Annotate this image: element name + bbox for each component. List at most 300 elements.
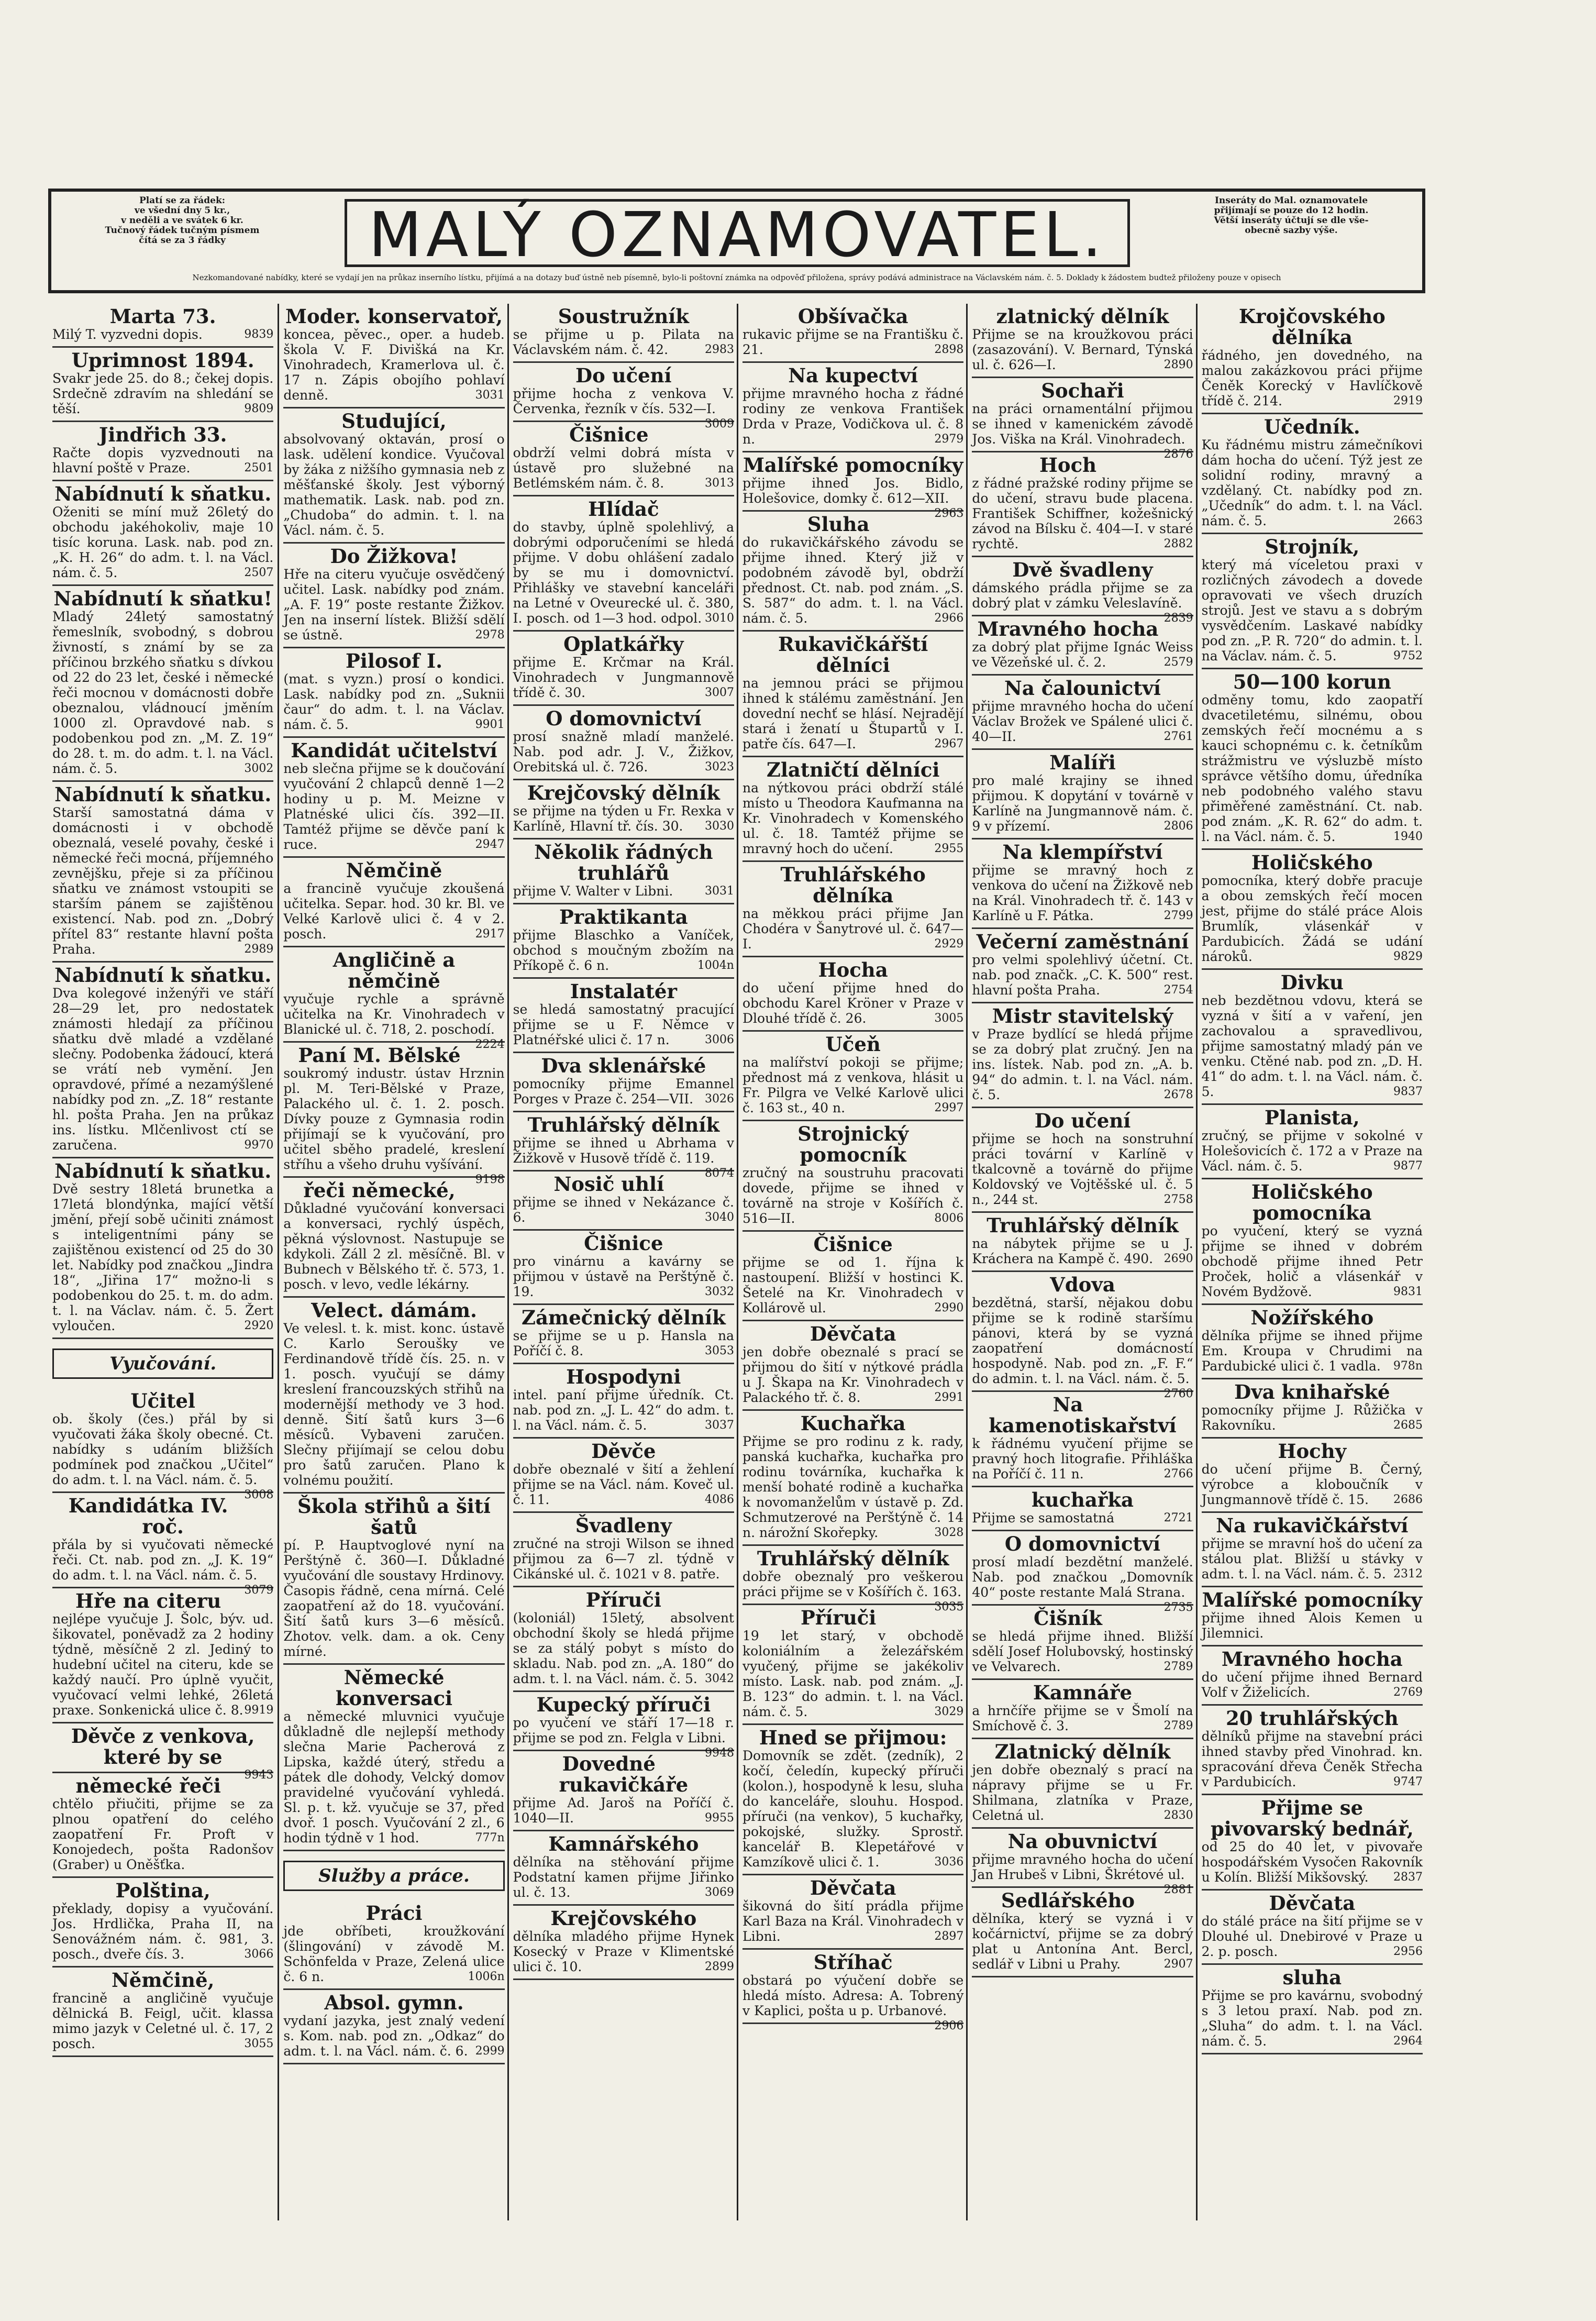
classified-ad	[972, 929, 1193, 1003]
ad-title: Kupecký příruči	[536, 1693, 711, 1716]
ad-text: přijme se od 1. října k nastoupení. Bližší v hostinci K. Šetelé na Kr. Vinohradech v Kollárově ul. 2990	[742, 1255, 964, 1316]
ad-text: do stavby, úplně spolehlivý, a dobrými odporučeními se hledá přijme. V dobu ohlášení zadalo by se mu i domovnictví. Přihlášky ve stavební kanceláři na Letné v Oveurecké ul. č. 380, I. posch. od 1—3 hod. odpol. 3010	[513, 520, 734, 626]
ad-text: se přijme u p. Pilata na Václavském nám. č. 42. 2983	[513, 327, 734, 357]
classified-ad	[513, 1231, 734, 1305]
classified-ad	[52, 1493, 274, 1597]
classified-ad	[742, 1950, 964, 2032]
ad-text: překlady, dopisy a vyučování. Jos. Hrdlička, Praha II, na Senovážném nám. č. 981, 3. posch., dveře čís. 3. 3066	[52, 1901, 274, 1962]
classified-ad	[972, 378, 1193, 461]
classified-ad	[742, 363, 963, 452]
ad-number: 2991	[934, 1391, 964, 1404]
ad-title: Truhlářský dělník	[527, 1113, 720, 1136]
ad-text: po vyučení, který se vyzná přijme se ihned v dobrém obchodě přijme ihned Petr Proček, holič a vlásenkář v Novém Bydžově. 9831	[1201, 1223, 1423, 1299]
ad-title: Jindřich 33.	[98, 423, 227, 446]
classified-ad	[513, 1305, 734, 1364]
ad-number: 9747	[1393, 1775, 1423, 1788]
ad-number: 9809	[244, 402, 274, 415]
ad-number: 2686	[1393, 1493, 1423, 1506]
classified-ad	[972, 676, 1193, 750]
classified-ad	[283, 1298, 504, 1494]
ad-text: Milý T. vyzvedni dopis. 9839	[52, 327, 274, 342]
classified-ad	[1202, 669, 1423, 850]
ad-number: 3026	[704, 1092, 734, 1106]
ad-title: Dovedné rukavičkáře	[559, 1752, 689, 1796]
ad-number: 9948	[704, 1747, 734, 1760]
ad-number: 2876	[1163, 448, 1193, 461]
classified-ad	[513, 1906, 734, 1980]
classified-ad	[972, 1392, 1193, 1487]
ad-column	[48, 304, 278, 2220]
classified-ad	[283, 648, 504, 738]
classified-ad	[283, 304, 504, 408]
classified-ad	[52, 1773, 273, 1878]
ad-text: se přijme na týden u Fr. Rexka v Karlíně, Hlavní tř. čís. 30. 3030	[513, 803, 734, 834]
classified-ad	[283, 947, 505, 1051]
classified-ad	[1202, 414, 1423, 534]
ad-title: Nabídnutí k sňatku.	[54, 964, 272, 987]
ad-number: 2685	[1393, 1419, 1423, 1432]
ad-title: Kamnáře	[1033, 1681, 1133, 1704]
classified-ad	[972, 1003, 1193, 1108]
ad-number: 2224	[475, 1038, 505, 1051]
classified-ad	[972, 616, 1193, 676]
ad-number: 2507	[244, 566, 274, 579]
price-line: v neděli a ve svátek 6 kr.	[121, 215, 243, 226]
ad-text: obstará po výučení dobře se hledá místo. Adresa: A. Tobrený v Kaplici, pošta u p. Urbanové. 2906	[742, 1973, 964, 2032]
ad-column	[278, 304, 508, 2220]
ad-title: Kandidátka IV. roč.	[68, 1494, 228, 1538]
ad-title: Nabídnutí k sňatku.	[54, 783, 272, 806]
ad-number: 2758	[1163, 1193, 1193, 1206]
classified-ad	[972, 1272, 1193, 1400]
ad-text: dělníků přijme na stavební práci ihned stavby před Vinohrad. kn. spracování dřeva Čeněk Střecha v Pardubicích. 9747	[1201, 1729, 1423, 1789]
classified-ad	[283, 1178, 504, 1298]
ad-title: Studující,	[341, 410, 447, 433]
ad-title: Malířské pomocníky	[1202, 1588, 1423, 1611]
ad-number: 2789	[1163, 1660, 1193, 1673]
ad-text: přijme Blaschko a Vaníček, obchod s moučným zbožím na Příkopě č. 6 n. 1004n	[513, 927, 734, 973]
classified-ad	[972, 452, 1193, 557]
deadline-notice	[1166, 196, 1417, 236]
ad-text: Svakr jede 25. do 8.; čekej dopis. Srdečně zdravím na shledání se těší. 9809	[52, 371, 274, 416]
ad-number: 2967	[934, 737, 964, 750]
ad-title: Učeň	[825, 1033, 881, 1056]
ad-text: intel. paní přijme úředník. Ct. nab. pod zn. „J. L. 42“ do adm. t. l. na Václ. nám. č. 5. 3037	[513, 1387, 734, 1433]
ad-title: Soustružník	[558, 305, 689, 328]
ad-number: 9831	[1393, 1285, 1423, 1298]
ad-text: přijme ihned Alois Kemen u Jilemnici.	[1201, 1610, 1423, 1641]
classified-ad	[513, 1364, 734, 1439]
ad-number: 2312	[1393, 1567, 1423, 1581]
ad-number: 978n	[1393, 1360, 1423, 1373]
classified-ad	[742, 757, 963, 862]
ad-title: Polština,	[115, 1879, 210, 1902]
ad-title: Německé konversaci	[335, 1666, 453, 1710]
ad-column	[966, 304, 1197, 2220]
classified-ad	[742, 452, 964, 520]
ad-text: (koloniál) 15letý, absolvent obchodní školy se hledá přijme se za stálý pobyt s místo do skladu. Nab. pod zn. „A. 180“ do adm. t. l. na Václ. nám. č. 5. 3042	[513, 1610, 734, 1686]
ad-text: z řádné pražské rodiny přijme se do učení, stravu bude placena. František Schiffner, kožešnický závod na Bílsku č. 404—I. v staré rychtě. 2882	[972, 476, 1193, 551]
classified-ad	[52, 1723, 274, 1782]
classified-ad	[1202, 850, 1423, 970]
ad-title: Na rukavičkářství	[1216, 1514, 1409, 1537]
ad-number: 3002	[244, 762, 274, 775]
ad-text: se přijme se u p. Hansla na Poříčí č. 8. 3053	[513, 1328, 734, 1358]
ad-text: šikovná do šití prádla přijme Karl Baza na Král. Vinohradech v Libni. 2897	[742, 1898, 964, 1944]
classified-ad	[742, 1411, 963, 1546]
ad-title: kuchařka	[1031, 1488, 1134, 1511]
section-heading: Služby a práce.	[283, 1861, 504, 1891]
ad-text: Mladý 24letý samostatný řemeslník, svobodný, s dobrou živností, s známí by se za příčinou brzkého sňatku s dívkou od 22 do 23 let, české i německé řeči mocnou v domácnosti dobře obeznalou, vládnoucí jměním 1000 zl. Opravdové nab. s podobenkou pod zn. „M. Z. 19“ do 28. t. m. do adm. t. l. na Václ. nám. č. 5. 3002	[52, 609, 274, 776]
ad-text: do učení přijme hned do obchodu Karel Kröner v Praze v Dlouhé třídě č. 26. 3005	[742, 980, 964, 1026]
ad-title: Učitel	[130, 1389, 195, 1412]
ad-title: Instalatér	[570, 980, 677, 1003]
ad-text: francině a angličině vyučuje dělnická B. Feigl, učit. klassa mimo jazyk v Celetné ul. č. 17, 2 posch. 3055	[52, 1991, 274, 2051]
header-box	[48, 189, 1425, 293]
ad-title: Holičského	[1251, 851, 1373, 874]
deadline-line: obecně sazby výše.	[1245, 225, 1338, 236]
ad-title: Nabídnutí k sňatku.	[54, 482, 272, 505]
ad-text: dělníka mladého přijme Hynek Kosecký v Praze v Klimentské ulici č. 10. 2899	[513, 1929, 734, 1974]
classified-ad	[972, 1888, 1193, 1977]
ad-number: 2766	[1163, 1467, 1193, 1480]
ad-title: Děvčata	[810, 1322, 896, 1345]
ad-text: dobře obeznalý pro veškerou práci přijme se v Košířích č. 163. 3035	[742, 1569, 964, 1613]
ad-title: Paní M. Bělské	[298, 1044, 461, 1067]
ad-title: Malířské pomocníky	[742, 454, 963, 477]
classified-ad	[283, 544, 504, 648]
ad-text: Dvě sestry 18letá brunetka a 17letá blondýnka, mající větší jmění, přejí sobě učiniti známost s inteligentními pány se zajištěnou existencí od 25 do 30 let. Nabídky pod značkou „Jindra 18“, „Jiřina 17“ možno-li s podobenkou do 25. t. m. do adm. t. l. na Václav. nám. č. 5. Žert vyloučen. 2920	[52, 1181, 274, 1333]
ad-title: Zlatničtí dělníci	[766, 758, 940, 781]
ad-title: Pilosof I.	[345, 649, 443, 672]
ad-text: do učení přijme ihned Bernard Volf v Žiželicích. 2769	[1201, 1670, 1423, 1700]
classified-ad	[52, 1968, 273, 2057]
ad-number: 9198	[475, 1173, 505, 1186]
ad-number: 2906	[934, 2019, 964, 2032]
ad-text: Přijme se samostatná 2721	[972, 1510, 1193, 1526]
classified-ad	[513, 780, 734, 839]
ad-text: přijme mravného hocha do učení Václav Brožek ve Spálené ulici č. 40—II. 2761	[972, 699, 1193, 744]
classified-ad	[52, 304, 273, 348]
ad-title: Sedlářského	[1001, 1889, 1135, 1912]
classified-ad	[742, 862, 963, 957]
ad-title: Do učení	[575, 364, 672, 387]
ad-text: (mat. s vyzn.) prosí o kondici. Lask. nabídky pod zn. „Suknii čaur“ do adm. t. l. na Václav. nám. č. 5. 9901	[283, 671, 505, 732]
classified-ad	[513, 1692, 734, 1760]
ad-title: Hlídač	[588, 498, 659, 521]
ad-text: Přijme se pro rodinu z k. rady, panská kuchařka, kuchařka pro rodinu továrníka, kuchařka k menší bohaté rodině a kuchařka k novomanželům v ústavě p. Zd. Schmutzerové na Perštýně č. 14 n. nárožní Skořepky. 3028	[742, 1434, 964, 1540]
classified-ad	[742, 1232, 963, 1321]
ad-number: 8074	[704, 1167, 734, 1180]
masthead-title: MALÝ OZNAMOVATEL.	[345, 199, 1130, 267]
ad-title: Na obuvnictví	[1007, 1830, 1158, 1853]
ad-text: chtělo přiučiti, přijme se za plnou opatření do celého zaopatření Fr. Proft v Konojedech, pošta Radonšov (Graber) u Oněšťka.	[52, 1796, 274, 1872]
ad-number: 2897	[934, 1930, 964, 1943]
ad-text: dělníka přijme se ihned přijme Em. Kroupa v Chrudimi na Pardubické ulici č. 1 vadla. 978n	[1201, 1328, 1423, 1374]
ad-text: přijme se mravný hoch z venkova do učení na Žižkově neb na Král. Vinohradech tř. č. 143 v Karlíně u F. Pátka. 2799	[972, 863, 1193, 923]
classified-ad	[972, 1487, 1193, 1531]
ad-title: Děvče z venkova, které by se	[71, 1725, 255, 1769]
ad-title: Nabídnutí k sňatku!	[53, 587, 272, 610]
classified-ad	[513, 1587, 734, 1692]
ad-number: 2830	[1163, 1809, 1193, 1822]
ad-title: Absol. gymn.	[324, 1991, 464, 2014]
ad-title: Praktikanta	[559, 905, 688, 929]
ad-text: pomocníky přijme J. Růžička v Rakovníku. 2685	[1201, 1402, 1423, 1433]
ad-number: 9901	[475, 718, 505, 731]
ad-title: Děvčata	[810, 1876, 896, 1899]
ad-number: 2760	[1163, 1387, 1193, 1400]
ad-number: 3040	[704, 1211, 734, 1224]
ad-title: Do Žižkova!	[330, 545, 458, 568]
ad-text: zručný na soustruhu pracovati dovede, přijme se ihned v továrně na stroje v Košířích č. 516—II. 8006	[742, 1165, 964, 1226]
ad-title: Dva knihařské	[1234, 1380, 1390, 1403]
ad-title: Velect. dámám.	[311, 1299, 477, 1322]
ad-text: v Praze bydlící se hledá přijme se za dobrý plat zručný. Jen na ins. lístek. Nab. pod zn. „A. b. 94“ do admin. t. l. na Václ. nám. č. 5. 2678	[972, 1026, 1193, 1102]
classified-ad	[1202, 1706, 1423, 1795]
ad-title: Stříhač	[813, 1951, 893, 1974]
classified-ad	[1202, 1305, 1423, 1379]
ad-number: 3036	[934, 1855, 964, 1869]
ad-number: 2999	[475, 2044, 505, 2058]
ad-number: 777n	[475, 1831, 505, 1844]
ad-number: 3008	[244, 1488, 274, 1501]
classified-ad	[283, 1043, 505, 1186]
ad-number: 3013	[704, 477, 734, 490]
classified-ad	[972, 839, 1193, 929]
classified-ad	[972, 750, 1193, 839]
ad-text: Ku řádnému mistru zámečníkovi dám hocha do učení. Týž jest ze solidní rodiny, mravný a vzdělaný. Ct. nabídky pod zn. „Učedník“ do adm. t. l. na Václ. nám. č. 5. 2663	[1201, 437, 1423, 528]
price-line: Platí se za řádek:	[139, 195, 226, 206]
ad-title: Hochy	[1278, 1440, 1347, 1463]
classified-ad	[742, 1546, 964, 1613]
ad-number: 3010	[704, 612, 734, 625]
ad-number: 2898	[934, 343, 964, 356]
ad-text: přijme E. Krčmar na Král. Vinohradech v Jungmannově třídě č. 30. 3007	[513, 655, 734, 700]
ad-text: Račte dopis vyzvednouti na hlavní poště v Praze. 2501	[52, 445, 274, 476]
ad-number: 9839	[244, 328, 274, 341]
ad-number: 3023	[704, 760, 734, 773]
ad-text: řádného, jen dovedného, na malou zakázkovou práci přijme Čeněk Korecký v Havlíčkově třídě č. 214. 2919	[1201, 348, 1423, 408]
classified-ad	[52, 1158, 273, 1339]
ad-title: Děvčata	[1269, 1892, 1356, 1915]
price-notice	[57, 196, 308, 246]
ad-title: Nosič uhlí	[553, 1173, 664, 1196]
ad-text: dělníka, který se vyzná i v kočárnictví, přijme se za dobrý plat u Antonína Ant. Bercl, sedlář v Libni u Prahy. 2907	[972, 1911, 1193, 1972]
classified-ad	[742, 1605, 963, 1725]
ad-text: na malířství pokoji se přijme; přednost má z venkova, hlásit u Fr. Pilgra ve Velké Karlově ulici č. 163 st., 40 n. 2997	[742, 1055, 964, 1115]
ad-number: 9829	[1393, 950, 1423, 963]
classified-ad	[513, 1439, 734, 1513]
ad-number: 2882	[1163, 537, 1193, 550]
classified-ad	[513, 1513, 734, 1587]
ad-title: O domovnictví	[546, 707, 702, 730]
classified-ad	[513, 1112, 734, 1180]
ad-number: 2966	[934, 612, 964, 625]
ad-number: 3009	[704, 417, 734, 430]
ad-text: za dobrý plat přijme Ignác Weiss ve Vězeňské ul. č. 2. 2579	[972, 639, 1193, 670]
ad-title: Oplatkářky	[563, 633, 684, 656]
ad-title: O domovnictví	[1004, 1532, 1161, 1555]
ad-text: přijme ihned Jos. Bidlo, Holešovice, domky č. 612—XII. 2963	[742, 476, 964, 520]
classified-ad	[513, 422, 734, 496]
ad-number: 1004n	[697, 959, 734, 972]
classified-ad	[283, 1900, 504, 1990]
ad-title: Dvě švadleny	[1012, 558, 1153, 581]
ad-number: 3032	[704, 1285, 734, 1298]
ad-title: Angličině a němčině	[332, 948, 456, 992]
ad-text: jen dobře obeznalý s prací na nápravy přijme se u Fr. Shilmana, zlatníka v Praze, Celetná ul. 2830	[972, 1762, 1193, 1823]
ad-title: Vdova	[1050, 1273, 1115, 1296]
ad-text: Starší samostatná dáma v domácnosti i v obchodě obeznalá, veselé povahy, české i německé řeči mocná, příjemného zevnějšku, přeje si za příčinou sňatku ve známost vstoupiti se starším pánem se zajištěnou existencí. Nab. pod zn. „Dobrý přítel 83“ restante hlavní pošta Praha. 2989	[52, 805, 274, 957]
ad-number: 2890	[1163, 358, 1193, 371]
ad-text: vyučuje rychle a správně učitelka na Kr. Vinohradech v Blanické ul. č. 718, 2. poschodí. 2224	[283, 991, 505, 1051]
ad-number: 3035	[934, 1600, 964, 1613]
ad-number: 2956	[1393, 1945, 1423, 1958]
ad-title: Nožířského	[1250, 1306, 1374, 1329]
ad-title: Několik řádných truhlářů	[534, 841, 713, 885]
classified-ad	[742, 1032, 963, 1121]
classified-ad	[742, 1121, 963, 1232]
ad-number: 2754	[1163, 983, 1193, 997]
ad-title: Sluha	[807, 513, 870, 536]
ads-columns	[48, 304, 1425, 2220]
ad-text: a německé mluvnici vyučuje důkladně dle nejlepší methody slečna Marie Pacherová z Lipska, každé úterý, středu a pátek dle dohody, Velcký domov pravidelné vyučování vyhledá. Sl. p. t. kž. vyučuje se 37, před dvoř. 1 posch. Vyučování 2 zl., 6 hodin týdně v 1 hod. 777n	[283, 1709, 505, 1845]
ad-title: 50—100 korun	[1233, 670, 1391, 693]
ad-title: Přijme se pivovarský bednář,	[1210, 1796, 1414, 1840]
deadline-line: přijímají se pouze do 12 hodin.	[1214, 205, 1369, 216]
ad-title: Sochaři	[1041, 379, 1124, 402]
deadline-line: Inseráty do Mal. oznamovatele	[1214, 195, 1368, 206]
ad-title: Práci	[365, 1902, 423, 1925]
ad-number: 2979	[934, 433, 964, 446]
classified-ad	[972, 1531, 1193, 1614]
ad-number: 2929	[934, 937, 964, 950]
ad-title: Švadleny	[575, 1514, 672, 1537]
ad-column	[1196, 304, 1427, 2220]
ad-title: Rukavičkářští dělníci	[778, 633, 928, 677]
ad-title: Truhlářský dělník	[757, 1547, 949, 1570]
ad-number: 1006n	[468, 1970, 505, 1983]
ad-title: Němčině,	[111, 1969, 215, 1992]
ad-title: Němčině	[346, 859, 442, 882]
ad-title: Mravného hocha	[977, 617, 1159, 640]
ad-title: Hře na citeru	[75, 1589, 221, 1612]
ad-text: přijme se ihned v Nekázance č. 6. 3040	[513, 1195, 734, 1225]
ad-number: 2955	[934, 842, 964, 855]
ad-title: Truhlářského dělníka	[780, 863, 926, 907]
classified-ad	[52, 422, 273, 481]
classified-ad	[283, 738, 504, 858]
ad-text: neb slečna přijme se k doučování vyučování 2 chlapců denně 1—2 hodiny u p. M. Meizne v Platnéské ulici čís. 392—II. Tamtéž přijme se děvče paní k ruce. 2947	[283, 761, 505, 852]
ad-text: ob. školy (čes.) přál by si vyučovati žáka školy obecné. Ct. nabídky s udáním bližších podmínek pod značkou „Učitel“ do adm. t. l. na Václ. nám. č. 5. 3008	[52, 1411, 274, 1501]
ad-text: absolvovaný oktaván, prosí o lask. udělení kondice. Vyučoval by žáka z nižšího gymnasia neb z měšťanské školy. Jest výborný mathematik. Lask. nab. pod zn. „Chudoba“ do admin. t. l. na Václ. nám. č. 5.	[283, 432, 505, 538]
ad-number: 2978	[475, 628, 505, 642]
ad-number: 2799	[1163, 909, 1193, 922]
ad-number: 2983	[704, 343, 734, 356]
ad-text: od 25 do 40 let, v pivovaře hospodářském Vysočen Rakovník u Kolín. Bližší Mikšovský. 2837	[1201, 1839, 1423, 1885]
ad-title: Příruči	[585, 1588, 661, 1611]
ad-title: Na čalounictví	[1004, 677, 1161, 700]
ad-title: Na klempířství	[1002, 841, 1163, 864]
classified-ad	[972, 304, 1193, 378]
classified-ad	[513, 706, 734, 780]
ad-text: přijme V. Walter v Libni. 3031	[513, 883, 734, 899]
ad-number: 2947	[475, 838, 505, 851]
ad-text: a francině vyučuje zkoušená učitelka. Separ. hod. 30 kr. Bl. ve Velké Karlově ulici č. 4 v 2. posch. 2917	[283, 881, 505, 942]
classified-ad	[972, 1606, 1193, 1680]
ad-text: do učení přijme B. Černý, výrobce a kloboučník v Jungmannově třídě č. 15. 2686	[1201, 1462, 1423, 1507]
classified-ad	[52, 963, 273, 1158]
ad-text: Hře na citeru vyučuje osvědčený učitel. Lask. nabídky pod znám. „A. F. 19“ poste restante Žižkov. Jen na inserní lístek. Bližší sdělí se ústně. 2978	[283, 567, 505, 643]
classified-ad	[513, 496, 734, 632]
ad-text: nejlépe vyučuje J. Šolc, býv. ud. šikovatel, poněvadž za 2 hodiny týdně, měsíčně 2 zl. Jediný to hudební učitel na citeru, kde se každý naučí. Pro úplně vyučit, vyučovací velmi lehké, 26letá praxe. Sonkenická ulice č. 8. 9919	[52, 1611, 274, 1718]
classified-ad	[513, 839, 734, 904]
ad-text: prosí snažně mladí manželé. Nab. pod adr. J. V., Žižkov, Orebitská ul. č. 726. 3023	[513, 729, 734, 775]
ad-title: Do učení	[1034, 1109, 1131, 1132]
ad-title: Krojčovského dělníka	[1238, 305, 1386, 349]
ad-title: řeči německé,	[303, 1179, 456, 1202]
classified-ad	[52, 586, 273, 782]
price-line: ve všední dny 5 kr.,	[134, 205, 230, 216]
classified-ad	[283, 1990, 504, 2064]
ad-text: se hledá samostatný pracující přijme se u F. Němce v Platnéřské ulici č. 17 n. 3006	[513, 1002, 734, 1047]
ad-text: k řádnému vyučení přijme se pravný hoch litografie. Přihláška na Poříčí č. 11 n. 2766	[972, 1436, 1193, 1482]
ad-text: na práci ornamentální přijmou se ihned v kamenickém závodě Jos. Viška na Král. Vinohradech. 2876	[972, 401, 1193, 461]
ad-number: 3031	[704, 885, 734, 898]
ad-number: 3055	[244, 2037, 274, 2050]
ad-title: Nabídnutí k sňatku.	[54, 1159, 272, 1182]
ad-title: Učedník.	[1264, 415, 1360, 438]
classified-ad	[742, 1321, 963, 1411]
classified-ad	[972, 1739, 1193, 1829]
ad-number: 2806	[1163, 820, 1193, 833]
ad-title: německé řeči	[75, 1774, 221, 1797]
classified-ad	[972, 1829, 1193, 1896]
ad-title: Malíři	[1049, 751, 1116, 774]
classified-ad	[513, 363, 734, 430]
ad-number: 3028	[934, 1526, 964, 1539]
ad-number: 2761	[1163, 730, 1193, 743]
classified-ad	[1202, 534, 1423, 669]
ad-number: 9877	[1393, 1159, 1423, 1173]
ad-text: Oženiti se míní muž 26letý do obchodu jakéhokoliv, maje 10 tisíc koruna. Lask. nab. pod zn. „K. H. 26“ do adm. t. l. na Václ. nám. č. 5. 2507	[52, 504, 274, 580]
classified-ad	[742, 304, 963, 363]
price-line: Tučnový řádek tučným písmem	[105, 225, 260, 236]
classified-ad	[52, 348, 273, 422]
ad-number: 3066	[244, 1948, 274, 1961]
classified-ad	[1202, 1965, 1423, 2054]
classified-ad	[972, 557, 1193, 625]
administration-notice: Nezkomandované nabídky, které se vydají jen na průkaz inserního lístku, přijímá a na dotazy buď ústně neb písemně, bylo-li poštovní známka na odpověď přiložena, správy podává administrace na Václavském nám. č. 5. Doklady k žádostem budtež přiloženy pouze v opisech	[192, 273, 1281, 282]
ad-text: zručný, se přijme v sokolné v Holešovicích č. 172 a v Praze na Václ. nám. č. 5. 9877	[1201, 1128, 1423, 1174]
ad-title: 20 truhlářských	[1225, 1707, 1399, 1730]
ad-number: 2917	[475, 927, 505, 941]
ad-text: přijme Ad. Jaroš na Poříčí č. 1040—II. 9955	[513, 1795, 734, 1826]
ad-number: 2881	[1163, 1883, 1193, 1896]
ad-title: Škola střihů a šití šatů	[297, 1495, 491, 1539]
ad-number: 2963	[934, 507, 964, 520]
ad-number: 3079	[244, 1584, 274, 1597]
classified-ad	[52, 1588, 273, 1723]
classified-ad	[1202, 970, 1423, 1105]
classified-ad	[742, 1725, 963, 1875]
ad-number: 2907	[1163, 1958, 1193, 1971]
classified-ad	[742, 632, 963, 757]
ad-title: Čišnice	[569, 423, 649, 446]
ad-number: 3029	[934, 1705, 964, 1718]
classified-ad	[1202, 1105, 1423, 1179]
